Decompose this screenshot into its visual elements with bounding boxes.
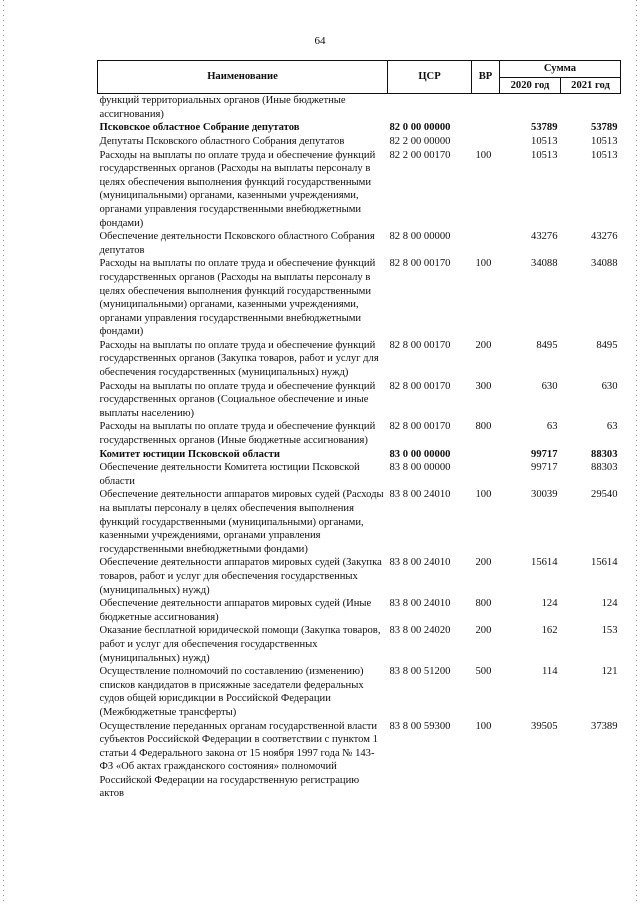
cell-sum-2021: 88303 — [591, 448, 618, 460]
cell-vr: 200 — [475, 625, 492, 637]
table-row — [98, 230, 621, 257]
cell-csr: 82 8 00 00170 — [389, 339, 451, 351]
cell-sum-2021: 88303 — [591, 462, 618, 474]
cell-sum-2020: 99717 — [531, 462, 558, 474]
cell-sum-2021: 10513 — [591, 135, 618, 147]
table-row — [98, 121, 621, 135]
cell-csr: 82 2 00 00170 — [389, 149, 451, 161]
cell-csr: 83 8 00 24010 — [389, 489, 451, 501]
cell-sum-2021: 15614 — [591, 557, 618, 569]
cell-vr: 100 — [475, 149, 492, 161]
cell-name: Расходы на выплаты по оплате труда и обеспечение функций государственных органов (Расходы на выплаты персоналу в целях обеспечения выполнения функций государственными (муниципальными) органами, казенными учреждениями, органами управления государственными внебюджетными фондами) — [99, 149, 376, 229]
cell-sum-2020: 43276 — [531, 231, 558, 243]
cell-name: Обеспечение деятельности Псковского областного Собрания депутатов — [99, 231, 375, 256]
cell-sum-2021: 43276 — [591, 231, 618, 243]
cell-vr: 800 — [475, 598, 492, 610]
cell-name: Депутаты Псковского областного Собрания депутатов — [99, 135, 345, 147]
cell-sum-2020: 34088 — [531, 258, 558, 270]
cell-name: Расходы на выплаты по оплате труда и обеспечение функций государственных органов (Расходы на выплаты персоналу в целях обеспечения выполнения функций государственными (муниципальными) органами, казенными учреждениями, органами управления государственными внебюджетными фондами) — [99, 258, 376, 338]
cell-sum-2020: 630 — [541, 380, 558, 392]
cell-csr: 83 8 00 51200 — [389, 666, 451, 678]
cell-csr: 83 8 00 24010 — [389, 598, 451, 610]
header-csr: ЦСР — [388, 61, 472, 94]
header-name: Наименование — [98, 61, 388, 94]
cell-sum-2021: 10513 — [591, 149, 618, 161]
table-row — [98, 488, 621, 556]
cell-sum-2021: 124 — [601, 598, 618, 610]
page-number: 64 — [314, 35, 326, 47]
right-scan-edge — [636, 0, 637, 905]
cell-vr: 300 — [475, 380, 492, 392]
header-sum: Сумма — [500, 61, 621, 78]
cell-vr: 200 — [475, 557, 492, 569]
budget-table — [97, 60, 621, 801]
table-row — [98, 420, 621, 447]
cell-csr: 83 8 00 24020 — [389, 625, 451, 637]
table-row — [98, 665, 621, 719]
cell-vr: 100 — [475, 258, 492, 270]
cell-vr — [472, 94, 500, 122]
table-row — [98, 135, 621, 149]
cell-vr — [472, 135, 500, 149]
cell-sum-2021: 630 — [601, 380, 618, 392]
cell-sum-2021: 29540 — [591, 489, 618, 501]
cell-sum-2020: 53789 — [531, 122, 558, 134]
cell-vr — [472, 230, 500, 257]
cell-vr — [472, 448, 500, 462]
cell-name: Расходы на выплаты по оплате труда и обеспечение функций государственных органов (Закупка товаров, работ и услуг для обеспечения государственных (муниципальных) нужд) — [99, 339, 379, 379]
table-row — [98, 94, 621, 122]
cell-sum-2020: 15614 — [531, 557, 558, 569]
cell-vr: 100 — [475, 720, 492, 732]
cell-sum-2021: 63 — [606, 421, 618, 433]
cell-name: Обеспечение деятельности аппаратов мировых судей (Закупка товаров, работ и услуг для обеспечения государственных (муниципальных) нужд) — [99, 557, 382, 596]
cell-sum-2021: 121 — [601, 666, 618, 678]
cell-name: Обеспечение деятельности Комитета юстиции Псковской области — [99, 462, 360, 487]
cell-csr: 82 2 00 00000 — [389, 135, 451, 147]
cell-vr — [472, 461, 500, 488]
cell-sum-2020: 162 — [541, 625, 558, 637]
table-row — [98, 720, 621, 802]
table-row — [98, 624, 621, 665]
cell-name: Обеспечение деятельности аппаратов мировых судей (Расходы на выплаты персоналу в целях обеспечения выполнения функций государственными (муниципальными) органами, казенными учреждениями, органами управления государственными внебюджетными фондами) — [99, 489, 384, 555]
cell-sum-2020: 63 — [546, 421, 558, 433]
cell-name: Оказание бесплатной юридической помощи (Закупка товаров, работ и услуг для обеспечения государственных (муниципальных) нужд) — [99, 625, 381, 664]
cell-name: функций территориальных органов (Иные бюджетные ассигнования) — [99, 95, 346, 120]
cell-sum-2021: 53789 — [591, 122, 618, 134]
cell-csr: 83 8 00 24010 — [389, 557, 451, 569]
cell-csr: 82 8 00 00000 — [389, 231, 451, 243]
table-row — [98, 597, 621, 624]
cell-name: Обеспечение деятельности аппаратов мировых судей (Иные бюджетные ассигнования) — [99, 598, 372, 623]
cell-sum-2021: 153 — [601, 625, 618, 637]
cell-sum-2020: 8495 — [536, 339, 558, 351]
cell-csr: 83 8 00 00000 — [389, 462, 451, 474]
cell-sum-2021 — [561, 94, 621, 122]
cell-sum-2021: 8495 — [596, 339, 618, 351]
cell-csr: 83 8 00 59300 — [389, 720, 451, 732]
table-header — [98, 61, 621, 94]
cell-name: Расходы на выплаты по оплате труда и обеспечение функций государственных органов (Социальное обеспечение и иные выплаты населению) — [99, 380, 376, 419]
cell-csr: 82 0 00 00000 — [389, 122, 451, 134]
cell-vr: 200 — [475, 339, 492, 351]
table-row — [98, 461, 621, 488]
table-row — [98, 556, 621, 597]
cell-sum-2020 — [500, 94, 561, 122]
header-vr: ВР — [472, 61, 500, 94]
table-row — [98, 380, 621, 421]
left-scan-edge — [3, 0, 4, 905]
cell-csr: 83 0 00 00000 — [389, 448, 451, 460]
cell-csr: 82 8 00 00170 — [389, 380, 451, 392]
cell-name: Осуществление переданных органам государственной власти субъектов Российской Федерации в соответствии с пунктом 1 статьи 4 Федерального закона от 15 ноября 1997 года № 143-ФЗ «Об актах гражданского состояния» полномочий Российской Федерации на государственную регистрацию актов — [99, 720, 378, 800]
cell-sum-2020: 124 — [541, 598, 558, 610]
table-row — [98, 448, 621, 462]
cell-name: Комитет юстиции Псковской области — [99, 448, 280, 460]
cell-sum-2020: 114 — [542, 666, 558, 678]
cell-name: Псковское областное Собрание депутатов — [99, 122, 300, 134]
cell-sum-2021: 34088 — [591, 258, 618, 270]
cell-csr: 82 8 00 00170 — [389, 258, 451, 270]
cell-vr: 500 — [475, 666, 492, 678]
cell-vr: 800 — [475, 421, 492, 433]
table-body — [98, 94, 621, 801]
header-year-2020: 2020 год — [500, 77, 561, 94]
cell-sum-2020: 39505 — [531, 720, 558, 732]
cell-csr: 82 8 00 00170 — [389, 421, 451, 433]
cell-sum-2021: 37389 — [591, 720, 618, 732]
header-year-2021: 2021 год — [561, 77, 621, 94]
cell-vr: 100 — [475, 489, 492, 501]
cell-name: Расходы на выплаты по оплате труда и обеспечение функций государственных органов (Иные бюджетные ассигнования) — [99, 421, 376, 447]
cell-name: Осуществление полномочий по составлению (изменению) списков кандидатов в присяжные заседатели федеральных судов общей юрисдикции в Российской Федерации (Межбюджетные трансферты) — [99, 666, 364, 718]
table-row — [98, 257, 621, 339]
cell-sum-2020: 10513 — [531, 135, 558, 147]
cell-csr — [388, 94, 472, 122]
cell-vr — [472, 121, 500, 135]
cell-sum-2020: 10513 — [531, 149, 558, 161]
table-row — [98, 149, 621, 231]
cell-sum-2020: 99717 — [531, 448, 558, 460]
cell-sum-2020: 30039 — [531, 489, 558, 501]
table-row — [98, 339, 621, 380]
